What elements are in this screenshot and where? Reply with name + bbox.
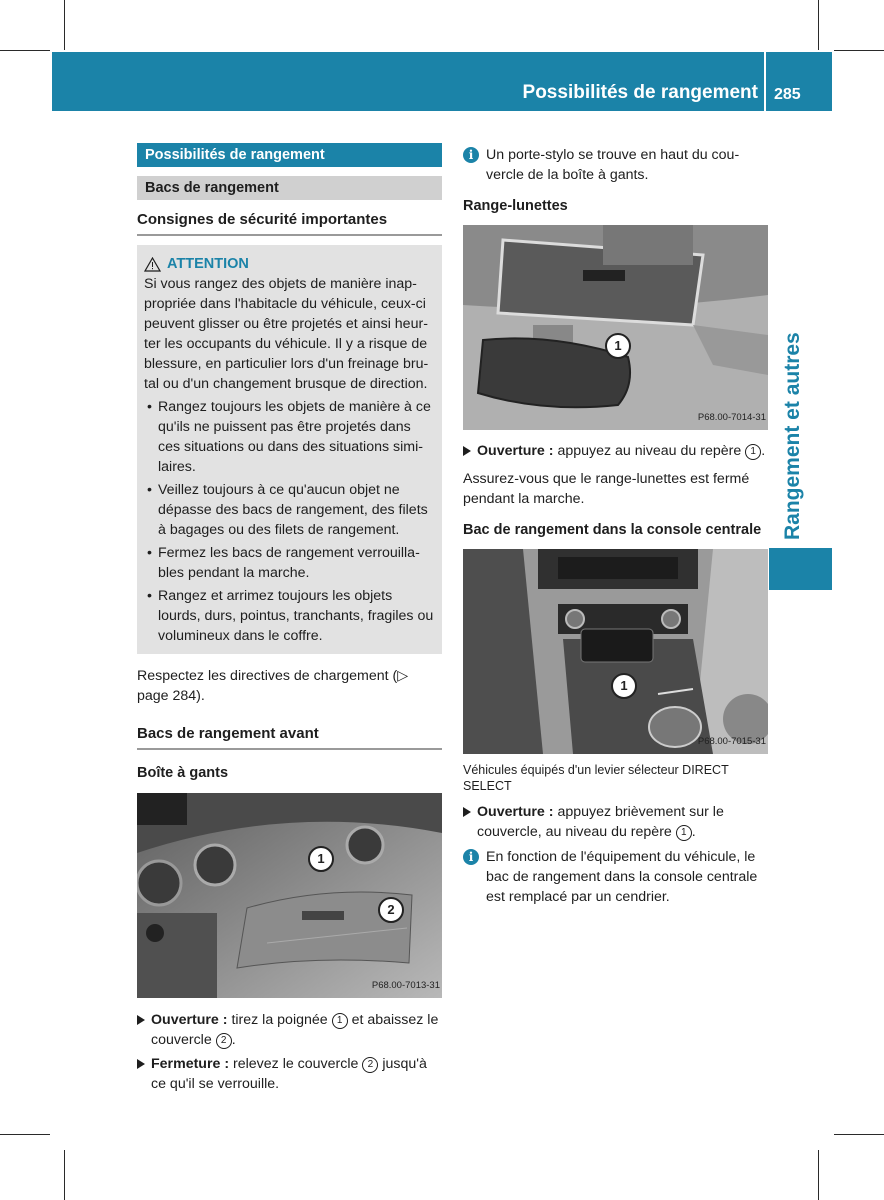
info-icon: i [463, 849, 479, 865]
warning-triangle-icon [144, 257, 161, 272]
glasses-open-step-text: Ouverture : appuyez au niveau du repère 1 . [477, 443, 766, 459]
step-text: relevez le couvercle [233, 1056, 359, 1072]
warning-box [137, 245, 442, 654]
console-heading: Bac de rangement dans la console centrale [463, 522, 762, 538]
glasses-open-step [463, 441, 768, 461]
crop-mark [64, 0, 65, 50]
warning-bullet-list [144, 397, 435, 646]
open-step-text: Ouverture : tirez la poignée 1 et abaissez le couvercle 2 . [151, 1012, 439, 1048]
glovebox-heading: Boîte à gants [137, 765, 229, 781]
ref-number-1: 1 [745, 444, 761, 460]
console-caption: Véhicules équipés d'un levier sélecteur DIRECT SELECT [463, 763, 729, 793]
ref-number-1: 1 [332, 1013, 348, 1029]
close-step [137, 1054, 442, 1094]
warning-heading-text: ATTENTION [167, 256, 249, 272]
crop-mark [64, 1150, 65, 1200]
step-label: Ouverture : [151, 1012, 228, 1028]
console-open-step [463, 802, 768, 842]
console-photo [463, 549, 768, 754]
open-step [137, 1010, 442, 1050]
crop-mark [834, 50, 884, 51]
right-column [463, 143, 768, 907]
crop-mark [0, 50, 50, 51]
page-number: 285 [774, 86, 801, 103]
step-text: tirez la poignée [231, 1012, 328, 1028]
warning-text: Si vous rangez des objets de manière inappropriée dans l'habitacle du véhicule, ceux-ci peuvent glisser ou être projetés et ainsi heurter les occupants du véhicule. Il y a risque de blessure, en particulier lors d'un freinage brutal ou d'un changement brusque de direction. [144, 276, 429, 392]
callout-1: 1 [308, 846, 334, 872]
front-storage-heading: Bacs de rangement avant [137, 724, 442, 750]
step-text: appuyez au niveau du repère [557, 443, 742, 459]
info-note-pen [463, 145, 768, 185]
left-column [137, 143, 442, 1094]
glovebox-illustration [137, 793, 442, 998]
crop-mark [818, 1150, 819, 1200]
side-chapter-tab [769, 548, 832, 590]
glovebox-photo [137, 793, 442, 998]
close-step-text [151, 1054, 442, 1094]
crop-mark [818, 0, 819, 50]
step-label: Ouverture : [477, 443, 554, 459]
ref-number-2: 2 [216, 1033, 232, 1049]
page-header-title: Possibilités de rangement [522, 82, 758, 103]
ref-number-2: 2 [362, 1057, 378, 1073]
info-icon: i [463, 147, 479, 163]
ref-number-1: 1 [676, 825, 692, 841]
callout-1: 1 [611, 673, 637, 699]
console-bin-illustration [463, 549, 768, 754]
crop-mark [834, 1134, 884, 1135]
load-directive-text: Respectez les directives de chargement (▷ page 284). [137, 668, 409, 704]
step-text: jusqu'à ce qu'il se verrouille. [151, 1056, 427, 1092]
callout-2: 2 [378, 897, 404, 923]
step-arrow-icon [137, 1059, 145, 1069]
glasses-holder-illustration [463, 225, 768, 430]
list-item: • Veillez toujours à ce qu'aucun objet ne dépasse des bacs de rangement, des filets à bagages ou des filets de rangement. [144, 480, 435, 540]
info-text: Un porte-stylo se trouve en haut du couvercle de la boîte à gants. [486, 147, 740, 183]
safety-heading: Consignes de sécurité importantes [137, 210, 442, 236]
info-note-ashtray [463, 847, 768, 907]
step-arrow-icon [137, 1015, 145, 1025]
photo-code: P68.00-7013-31 [371, 980, 440, 991]
glasses-note: Assurez-vous que le range-lunettes est fermé pendant la marche. [463, 471, 750, 507]
photo-code: P68.00-7015-31 [697, 736, 766, 747]
side-chapter-label: Rangement et autres [781, 332, 804, 540]
photo-code: P68.00-7014-31 [697, 412, 766, 423]
list-item: • Fermez les bacs de rangement verrouillables pendant la marche. [144, 543, 435, 583]
header-separator [764, 52, 766, 111]
step-arrow-icon [463, 807, 471, 817]
section-title: Possibilités de rangement [137, 143, 442, 167]
list-item: • Rangez toujours les objets de manière à ce qu'ils ne puissent pas être projetés dans ces situations ou dans des situations similaires. [144, 397, 435, 477]
subsection-title: Bacs de rangement [137, 176, 442, 200]
step-label: Ouverture : [477, 804, 554, 820]
callout-1: 1 [605, 333, 631, 359]
glasses-photo [463, 225, 768, 430]
step-label: Fermeture : [151, 1056, 230, 1072]
console-open-step-text: Ouverture : appuyez brièvement sur le couvercle, au niveau du repère 1 . [477, 804, 724, 840]
info-text: En fonction de l'équipement du véhicule, le bac de rangement dans la console centrale est remplacé par un cendrier. [486, 849, 758, 905]
crop-mark [0, 1134, 50, 1135]
list-item: • Rangez et arrimez toujours les objets lourds, durs, pointus, tranchants, fragiles ou volumineux dans le coffre. [144, 586, 435, 646]
glasses-heading: Range-lunettes [463, 198, 568, 214]
step-text: et abaissez le couvercle [151, 1012, 439, 1048]
warning-heading [144, 254, 435, 274]
step-arrow-icon [463, 446, 471, 456]
step-text: appuyez brièvement sur le couvercle, au niveau du repère [477, 804, 724, 840]
